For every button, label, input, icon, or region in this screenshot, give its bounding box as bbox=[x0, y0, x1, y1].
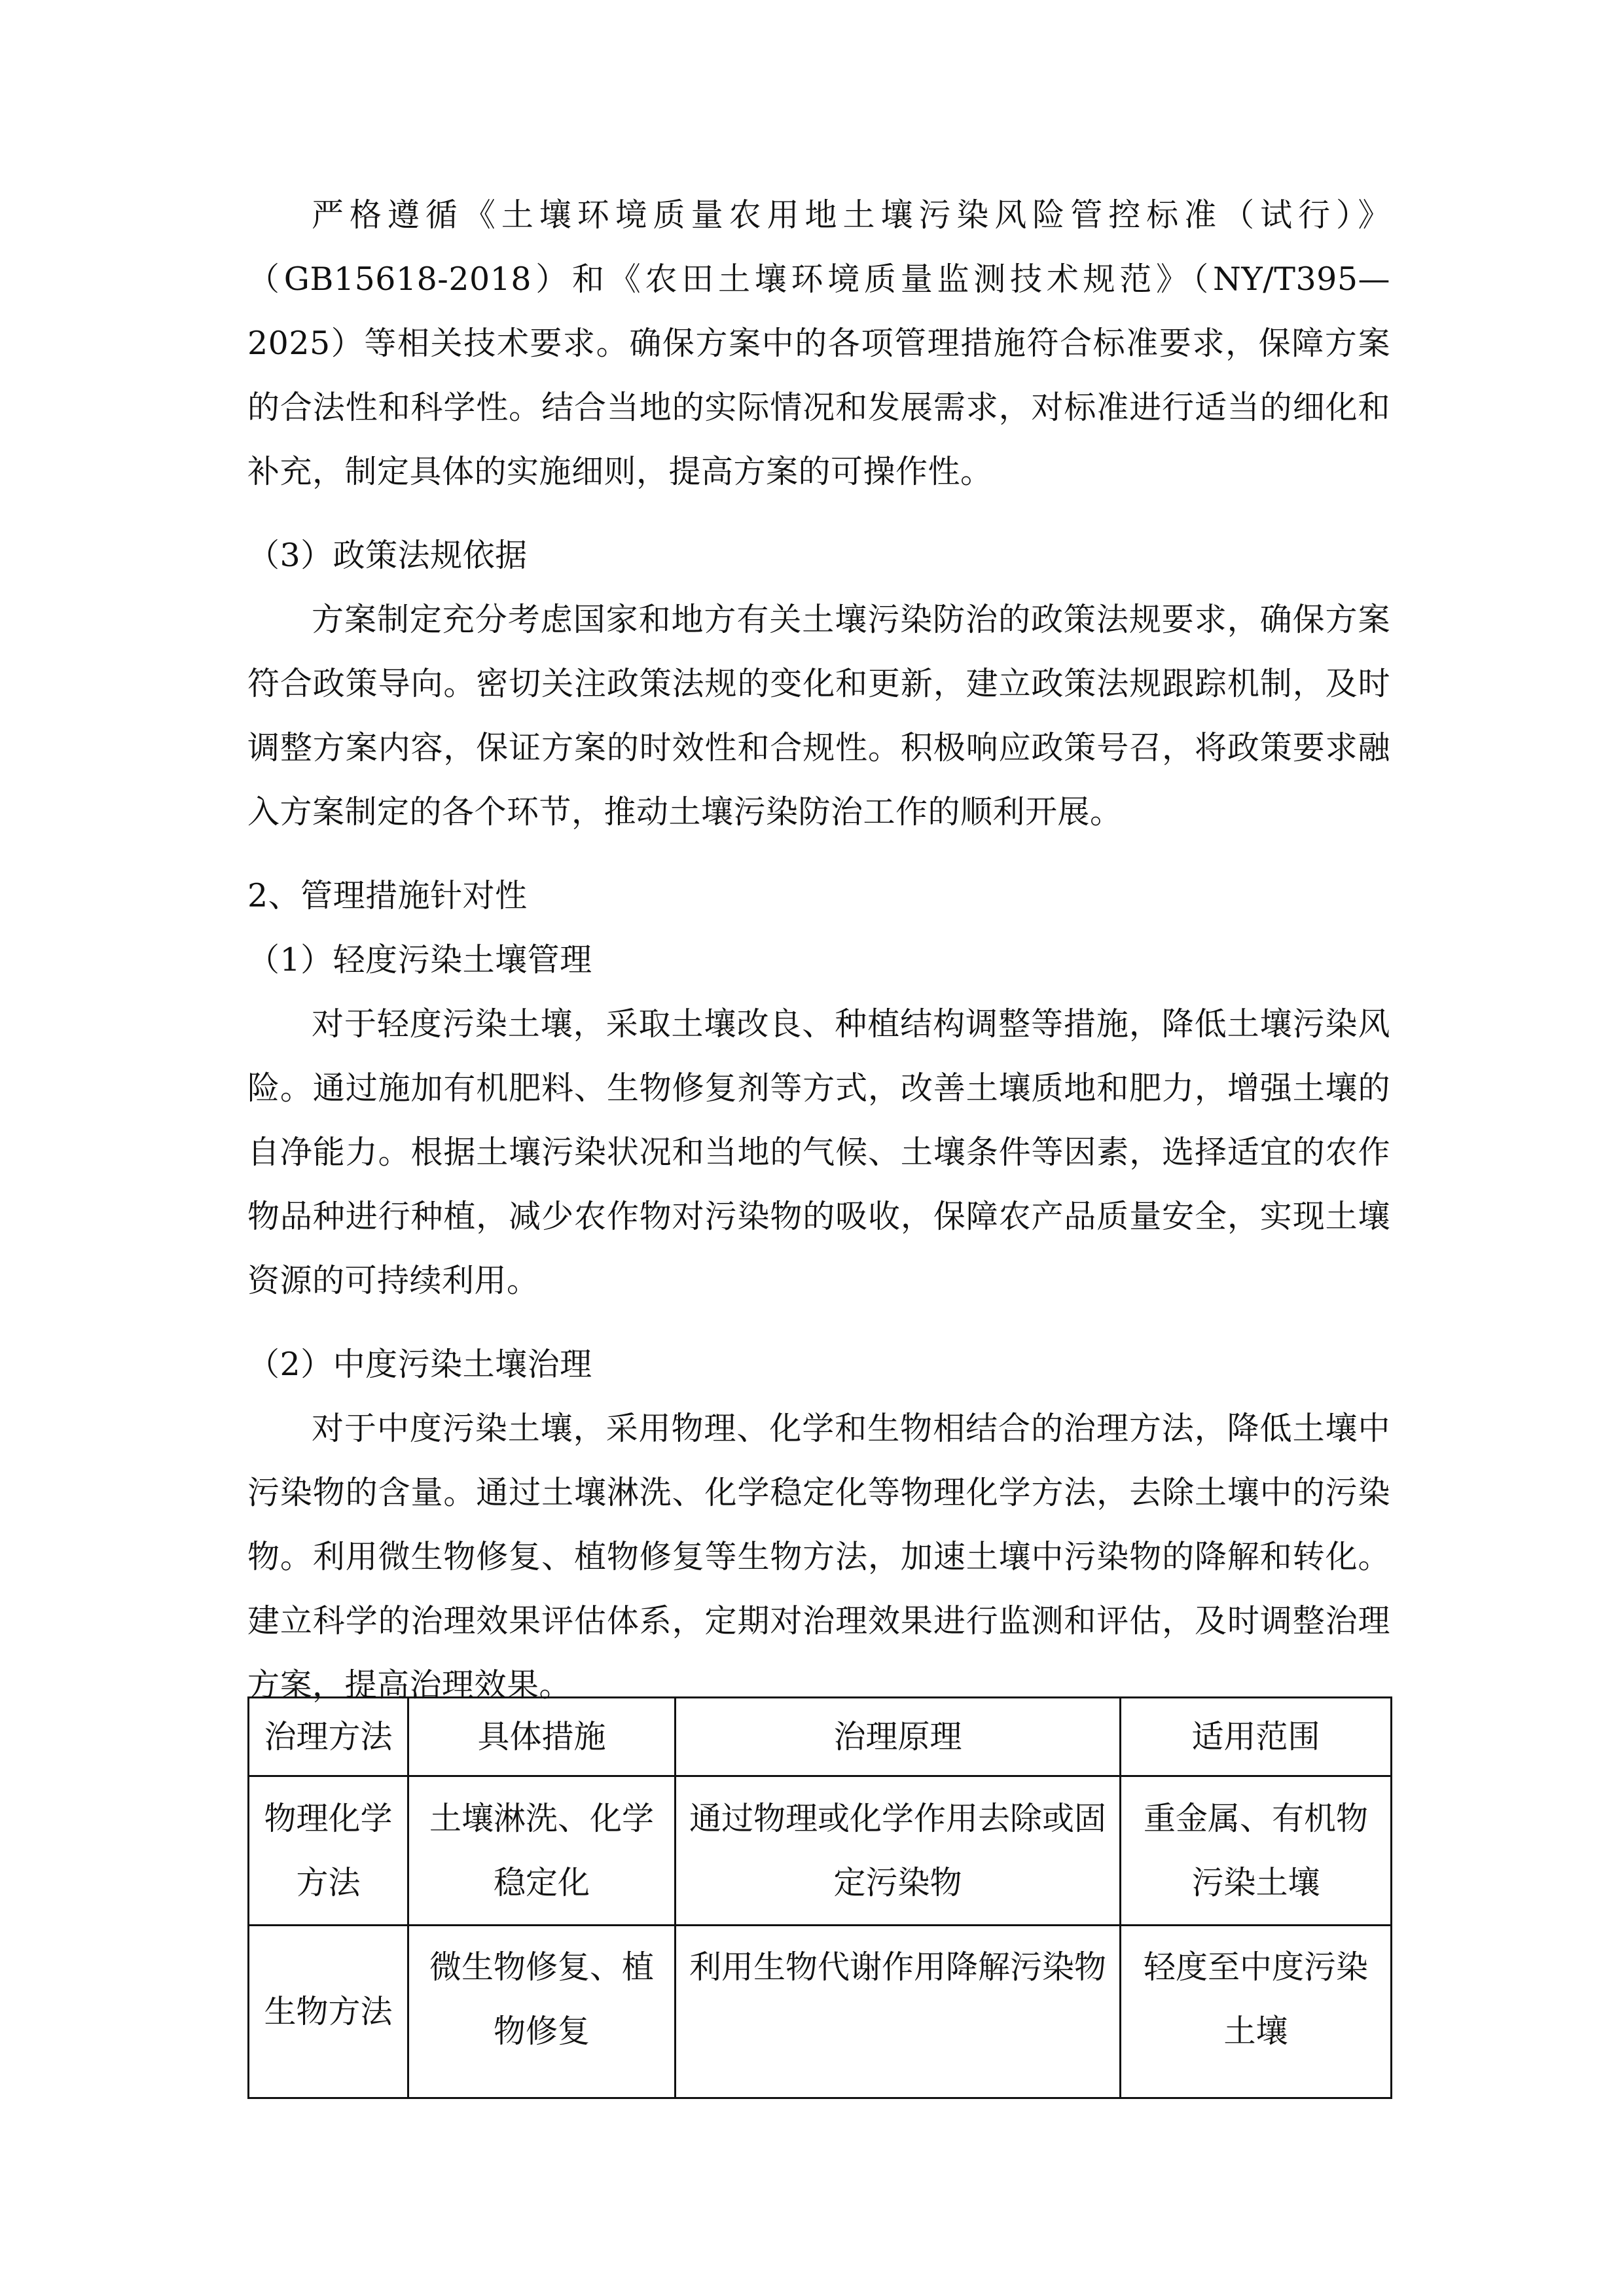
heading-light-pollution: （1）轻度污染土壤管理 bbox=[247, 941, 592, 978]
paragraph-moderate-pollution: 对于中度污染土壤，采用物理、化学和生物相结合的治理方法，降低土壤中污染物的含量。通过土壤淋洗、化学稳定化等物理化学方法，去除土壤中的污染物。利用微生物修复、植物修复等生物方法，加速土壤中污染物的降解和转化。建立科学的治理效果评估体系，定期对治理效果进行监测和评估，及时调整治理方案，提高治理效果。 bbox=[247, 1410, 1390, 1704]
table-cell: 土壤淋洗、化学稳定化 bbox=[408, 1776, 676, 1926]
heading-management-targeting: 2、管理措施针对性 bbox=[247, 877, 528, 914]
table-header-cell: 适用范围 bbox=[1121, 1698, 1392, 1776]
treatment-methods-table bbox=[247, 1696, 1392, 2099]
heading-moderate-pollution: （2）中度污染土壤治理 bbox=[247, 1346, 592, 1383]
heading-policy-basis: （3）政策法规依据 bbox=[247, 537, 528, 574]
table-cell: 通过物理或化学作用去除或固定污染物 bbox=[676, 1776, 1121, 1926]
paragraph-light-pollution: 对于轻度污染土壤，采取土壤改良、种植结构调整等措施，降低土壤污染风险。通过施加有机肥料、生物修复剂等方式，改善土壤质地和肥力，增强土壤的自净能力。根据土壤污染状况和当地的气候、土壤条件等因素，选择适宜的农作物品种进行种植，减少农作物对污染物的吸收，保障农产品质量安全，实现土壤资源的可持续利用。 bbox=[247, 1005, 1390, 1299]
table-cell: 利用生物代谢作用降解污染物 bbox=[676, 1926, 1121, 2098]
table-header-cell: 具体措施 bbox=[408, 1698, 676, 1776]
table-row bbox=[249, 1776, 1392, 1926]
table-cell: 物理化学方法 bbox=[249, 1776, 408, 1926]
table-cell: 轻度至中度污染土壤 bbox=[1121, 1926, 1392, 2098]
paragraph-standards: 严格遵循《土壤环境质量农用地土壤污染风险管控标准（试行）》（GB15618-2018）和《农田土壤环境质量监测技术规范》（NY/T395—2025）等相关技术要求。确保方案中的各项管理措施符合标准要求，保障方案的合法性和科学性。结合当地的实际情况和发展需求，对标准进行适当的细化和补充，制定具体的实施细则，提高方案的可操作性。 bbox=[247, 196, 1390, 490]
table-cell: 重金属、有机物污染土壤 bbox=[1121, 1776, 1392, 1926]
table-header-row bbox=[249, 1698, 1392, 1776]
table-header-cell: 治理原理 bbox=[676, 1698, 1121, 1776]
table-header-cell: 治理方法 bbox=[249, 1698, 408, 1776]
table-cell: 微生物修复、植物修复 bbox=[408, 1926, 676, 2098]
document-page bbox=[247, 183, 1390, 1717]
table-cell: 生物方法 bbox=[249, 1926, 408, 2098]
paragraph-policy: 方案制定充分考虑国家和地方有关土壤污染防治的政策法规要求，确保方案符合政策导向。密切关注政策法规的变化和更新，建立政策法规跟踪机制，及时调整方案内容，保证方案的时效性和合规性。积极响应政策号召，将政策要求融入方案制定的各个环节，推动土壤污染防治工作的顺利开展。 bbox=[247, 601, 1390, 831]
table-row bbox=[249, 1926, 1392, 2098]
